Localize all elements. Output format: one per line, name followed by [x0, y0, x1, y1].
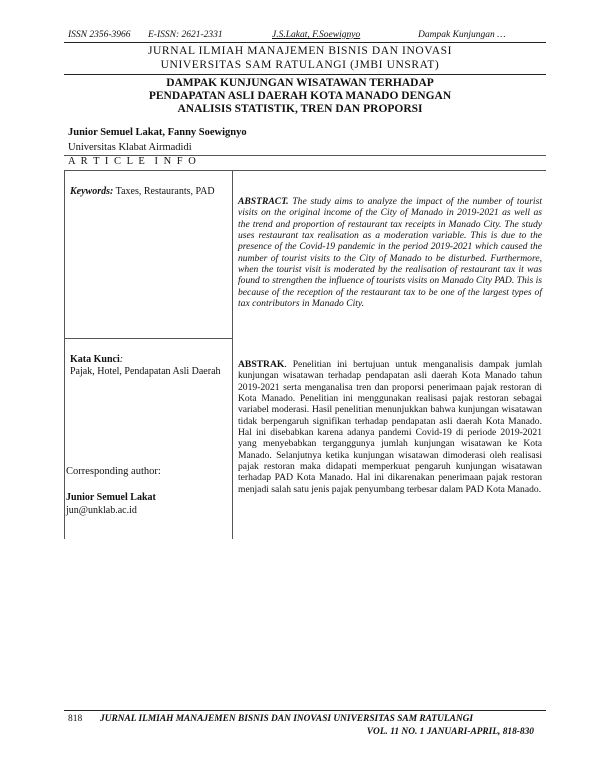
- sidebar-divider: [64, 338, 232, 339]
- footer-rule: [64, 710, 546, 711]
- corresponding-label: Corresponding author:: [66, 466, 161, 477]
- article-title-line3: ANALISIS STATISTIK, TREN DAN PROPORSI: [177, 103, 423, 115]
- affiliation: Universitas Klabat Airmadidi: [68, 142, 192, 153]
- abstract-en: [238, 196, 542, 309]
- kata-kunci-block: [70, 354, 225, 378]
- abstract-en-text: The study aims to analyze the impact of the number of tourist visits on the original income of the City of Manado in 2019-2021 as well as the trend and proportion of restaurant tax receipts in Manado City. The study uses restaurant tax realisation as a moderation variable. This is due to the presence of the Covid-19 pandemic in the period 2019-2021 which caused the number of tourist visits to the City of Manado to be disturbed. Furthermore, when the tourist visit is moderated by the realisation of restaurant tax it was found to strengthen the influence of tourists visits on Manado City PAD. This is because of the reception of the restaurant tax to be one of the largest types of tax contributors in Manado City.: [238, 196, 542, 310]
- info-bottom-rule: [64, 170, 546, 171]
- authors: Junior Semuel Lakat, Fanny Soewignyo: [68, 127, 247, 138]
- corresponding-email[interactable]: jun@unklab.ac.id: [66, 505, 137, 516]
- running-authors: J.S.Lakat, F.Soewignyo: [272, 30, 361, 40]
- abstract-id-label: ABSTRAK: [238, 359, 285, 370]
- kata-kunci-label: Kata Kunci: [70, 354, 120, 365]
- article-title-line2: PENDAPATAN ASLI DAERAH KOTA MANADO DENGAN: [148, 90, 452, 102]
- kata-kunci-value: Pajak, Hotel, Pendapatan Asli Daerah: [70, 366, 221, 377]
- keywords-label: Keywords:: [70, 186, 114, 197]
- eissn: E-ISSN: 2621-2331: [148, 30, 223, 40]
- footer-volume: VOL. 11 NO. 1 JANUARI-APRIL, 818-830: [366, 727, 534, 737]
- running-title: Dampak Kunjungan …: [418, 30, 506, 40]
- journal-name-line1: JURNAL ILMIAH MANAJEMEN BISNIS DAN INOVASI: [147, 45, 453, 57]
- article-title-line1: DAMPAK KUNJUNGAN WISATAWAN TERHADAP: [166, 77, 434, 89]
- sidebar-right-border: [232, 171, 233, 539]
- abstract-en-label: ABSTRACT.: [238, 196, 289, 207]
- corresponding-name: Junior Semuel Lakat: [66, 492, 156, 503]
- journal-rule: [64, 74, 546, 75]
- page-number: 818: [68, 714, 83, 724]
- header-rule: [64, 42, 546, 43]
- abstract-id: [238, 359, 542, 495]
- article-info-label: A R T I C L E I N F O: [68, 156, 198, 167]
- keywords-value: Taxes, Restaurants, PAD: [113, 186, 215, 197]
- keywords-block: [70, 186, 225, 198]
- footer-journal-name: JURNAL ILMIAH MANAJEMEN BISNIS DAN INOVASI UNIVERSITAS SAM RATULANGI: [100, 714, 474, 724]
- abstract-id-text: . Penelitian ini bertujuan untuk menganalisis dampak jumlah kunjungan wisatawan terhadap pendapatan asli daerah Kota Manado tahun 2019-2021 serta menganalisa tren dan proporsi penerimaan pajak restoran di Kota Manado. Penelitian ini menggunakan realisasi pajak restoran sebagai variabel moderasi. Hasil penelitian menunjukkan bahwa kunjungan wisatawan tidak berpengaruh signifikan terhadap pendapatan asli daerah Kota Manado. Hal ini disebabkan karena adanya pandemi Covid-19 di periode 2019-2021 yang menyebabkan terganggunya jumlah kunjungan wisatawan ke Kota Manado. Selanjutnya ketika kunjungan wisatawan dimoderasi oleh realisasi pajak restoran maka didapati memperkuat pengaruh kunjungan wisatawan terhadap PAD Kota Manado. Hal ini dikarenakan penerimaan pajak restoran menjadi salah satu jenis pajak penyumbang terbesar dalam PAD Kota Manado.: [238, 359, 542, 495]
- sidebar-left-border: [64, 171, 65, 539]
- journal-name-line2: UNIVERSITAS SAM RATULANGI (JMBI UNSRAT): [160, 59, 440, 71]
- kata-kunci-colon: :: [119, 354, 124, 365]
- issn: ISSN 2356-3966: [68, 30, 131, 40]
